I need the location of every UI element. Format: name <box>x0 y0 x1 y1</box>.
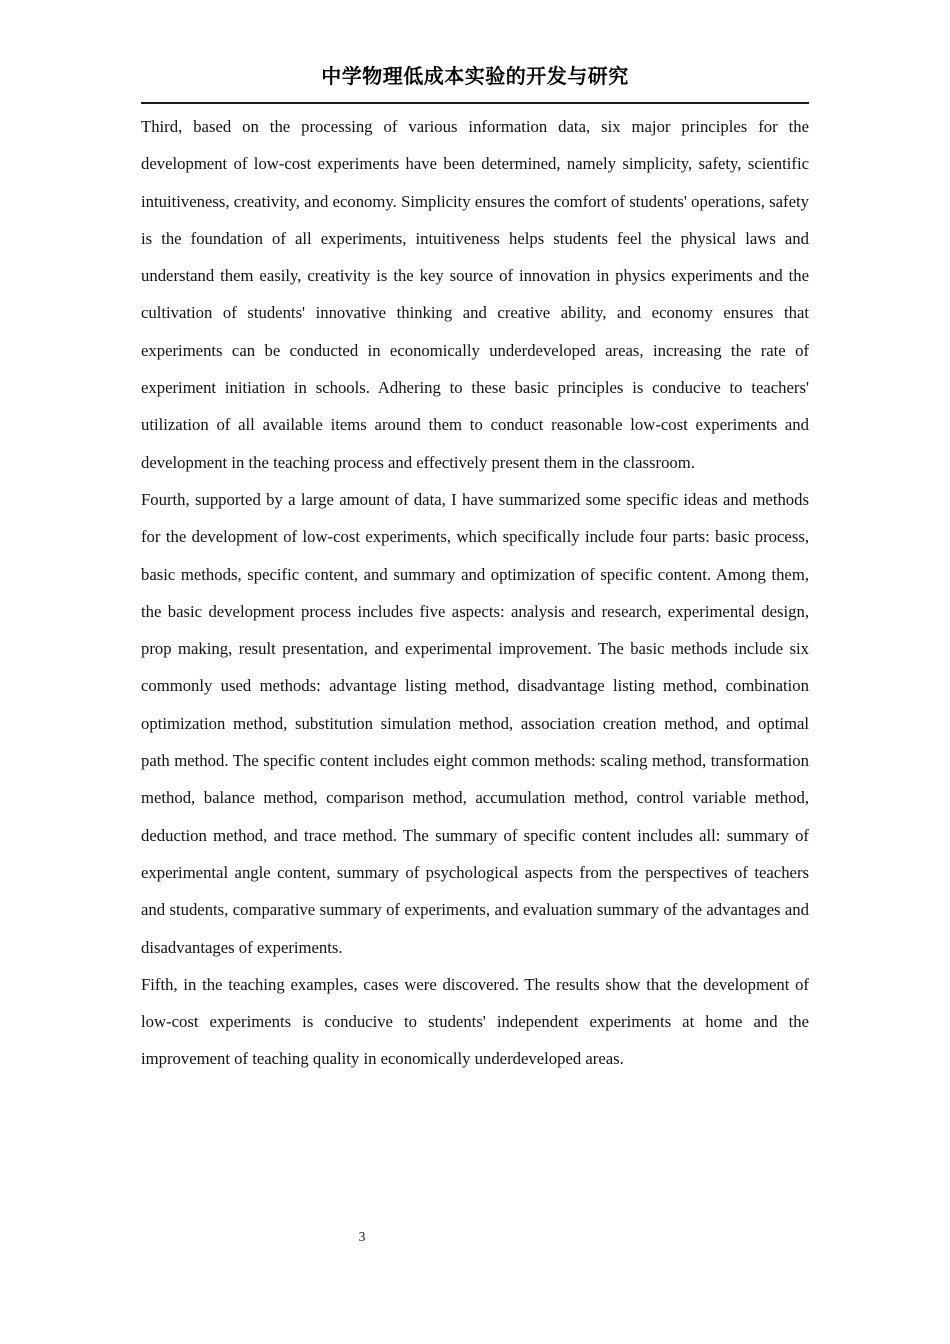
paragraph-third: Third, based on the processing of various information data, six major principles for the development of low-cost experiments have been determined, namely simplicity, safety, scientific intuitiveness, creativity, and economy. Simplicity ensures the comfort of students' operations, safety is the foundation of all experiments, intuitiveness helps students feel the physical laws and understand them easily, creativity is the key source of innovation in physics experiments and the cultivation of students' innovative thinking and creative ability, and economy ensures that experiments can be conducted in economically underdeveloped areas, increasing the rate of experiment initiation in schools. Adhering to these basic principles is conducive to teachers' utilization of all available items around them to conduct reasonable low-cost experiments and development in the teaching process and effectively present them in the classroom. <box>141 117 809 472</box>
document-header <box>141 0 809 104</box>
document-title: 中学物理低成本实验的开发与研究 <box>321 66 629 88</box>
document-footer <box>0 1227 950 1249</box>
paragraph-fifth: Fifth, in the teaching examples, cases were discovered. The results show that the development of low-cost experiments is conducive to students' independent experiments at home and the improvement of teaching quality in economically underdeveloped areas. <box>141 974 809 1069</box>
paragraph-fourth: Fourth, supported by a large amount of data, I have summarized some specific ideas and methods for the development of low-cost experiments, which specifically include four parts: basic process, basic methods, specific content, and summary and optimization of specific content. Among them, the basic development process includes five aspects: analysis and research, experimental design, prop making, result presentation, and experimental improvement. The basic methods include six commonly used methods: advantage listing method, disadvantage listing method, combination optimization method, substitution simulation method, association creation method, and optimal path method. The specific content includes eight common methods: scaling method, transformation method, balance method, comparison method, accumulation method, control variable method, deduction method, and trace method. The summary of specific content includes all: summary of experimental angle content, summary of psychological aspects from the perspectives of teachers and students, comparative summary of experiments, and evaluation summary of the advantages and disadvantages of experiments. <box>141 489 809 957</box>
page-number: 3 <box>358 1229 366 1244</box>
document-body <box>141 108 809 1078</box>
